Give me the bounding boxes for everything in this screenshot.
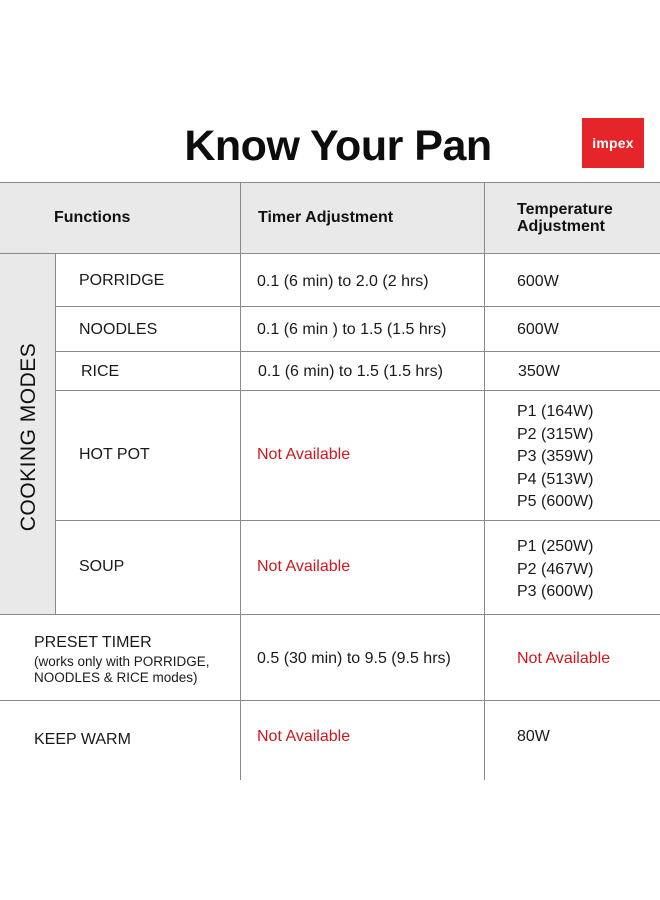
table-rule — [0, 253, 660, 254]
row-soup-name: SOUP — [79, 558, 125, 575]
header-timer: Timer Adjustment — [258, 209, 394, 226]
row-hotpot-temp-p1: P1 (164W) — [517, 403, 594, 420]
row-hotpot-temp-p2: P2 (315W) — [517, 426, 594, 443]
row-preset-timer: 0.5 (30 min) to 9.5 (9.5 hrs) — [257, 650, 451, 667]
row-preset-name: PRESET TIMER — [34, 634, 152, 651]
row-hotpot-temp-p3: P3 (359W) — [517, 448, 594, 465]
header-temperature-line1: Temperature — [517, 201, 613, 218]
row-noodles-temp: 600W — [517, 321, 559, 338]
table-rule — [55, 390, 660, 391]
row-hotpot-name: HOT POT — [79, 446, 150, 463]
table-rule — [484, 182, 485, 780]
page-title: Know Your Pan — [184, 122, 492, 170]
table-rule — [55, 253, 56, 614]
row-preset-note-line1: (works only with PORRIDGE, — [34, 654, 210, 669]
row-keepwarm-timer: Not Available — [257, 728, 351, 745]
header-functions: Functions — [54, 209, 131, 226]
header-temperature-line2: Adjustment — [517, 218, 605, 235]
row-noodles-name: NOODLES — [79, 321, 158, 338]
row-keepwarm-name: KEEP WARM — [34, 731, 131, 748]
row-preset-temp: Not Available — [517, 650, 611, 667]
row-hotpot-timer: Not Available — [257, 446, 351, 463]
impex-logo: impex — [582, 118, 644, 168]
row-rice-temp: 350W — [518, 363, 560, 380]
specs-table — [0, 182, 660, 780]
row-porridge-temp: 600W — [517, 273, 559, 290]
row-soup-timer: Not Available — [257, 558, 351, 575]
table-rule — [55, 351, 660, 352]
row-keepwarm-temp: 80W — [517, 728, 550, 745]
table-rule — [55, 306, 660, 307]
row-rice-name: RICE — [81, 363, 120, 380]
row-porridge-timer: 0.1 (6 min) to 2.0 (2 hrs) — [257, 273, 429, 290]
cooking-modes-label: COOKING MODES — [17, 342, 40, 532]
row-noodles-timer: 0.1 (6 min ) to 1.5 (1.5 hrs) — [257, 321, 447, 338]
table-rule — [0, 614, 660, 615]
table-rule — [55, 520, 660, 521]
table-rule — [0, 700, 660, 701]
row-preset-note-line2: NOODLES & RICE modes) — [34, 670, 198, 685]
row-hotpot-temp-p4: P4 (513W) — [517, 471, 594, 488]
row-soup-temp-p3: P3 (600W) — [517, 583, 594, 600]
row-rice-timer: 0.1 (6 min) to 1.5 (1.5 hrs) — [258, 363, 443, 380]
table-rule — [240, 182, 241, 780]
row-hotpot-temp-p5: P5 (600W) — [517, 493, 594, 510]
row-soup-temp-p1: P1 (250W) — [517, 538, 594, 555]
row-porridge-name: PORRIDGE — [79, 272, 165, 289]
table-rule — [0, 182, 660, 183]
row-soup-temp-p2: P2 (467W) — [517, 561, 594, 578]
